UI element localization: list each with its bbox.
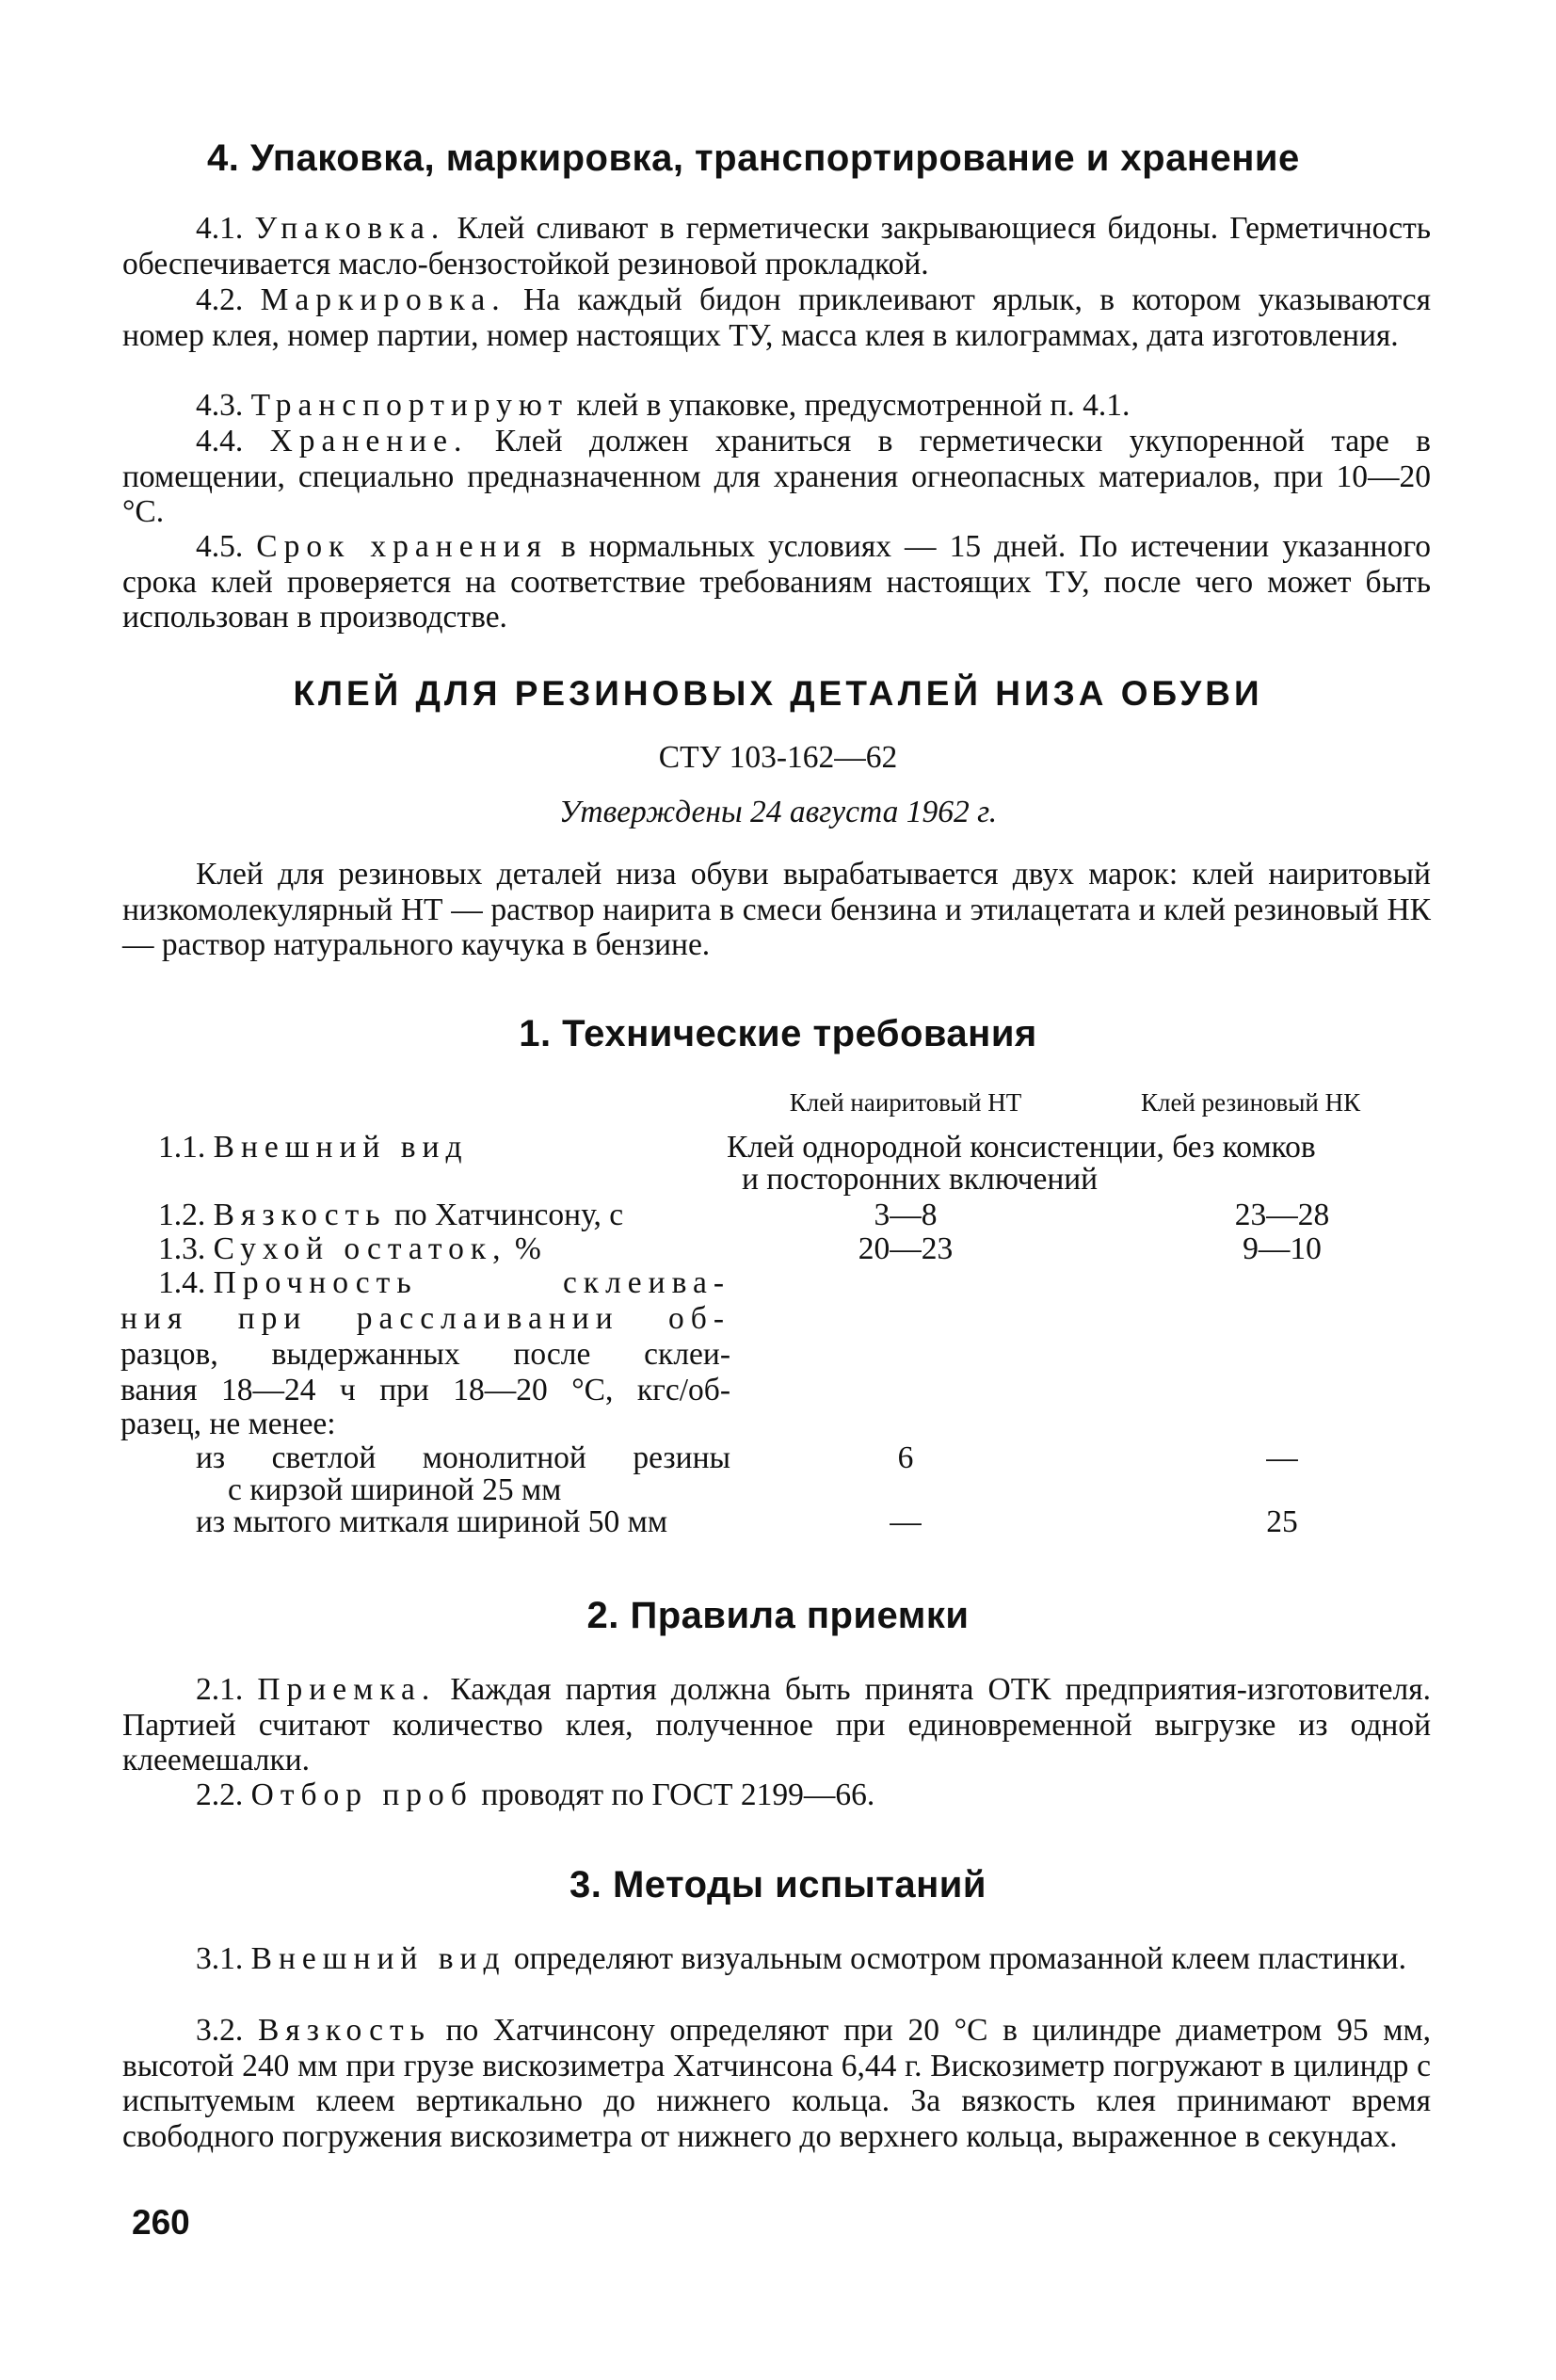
column-header-nk: Клей резиновый НК: [1141, 1088, 1361, 1117]
paragraph-number: 4.1.: [196, 211, 244, 246]
row-1-4-sub2: из мытого миткаля шириной 50 мм: [196, 1504, 668, 1539]
paragraph-text: На каждый бидон приклеивают ярлык, в котором указываются номер клея, номер партии, номер настоящих ТУ, масса клея в килограммах, дата изготовления.: [122, 282, 1432, 353]
section-2-heading: 2. Правила приемки: [586, 1595, 970, 1636]
row-1-4-sub1-line1: из светлой монолитной резины: [196, 1440, 730, 1475]
approval-date: Утверждены 24 августа 1962 г.: [558, 795, 998, 829]
row-term-word: об-: [668, 1301, 730, 1336]
paragraph-text: проводят по ГОСТ 2199—66.: [481, 1777, 875, 1812]
row-number: 1.2.: [158, 1198, 206, 1232]
paragraph-number: 2.1.: [196, 1672, 244, 1707]
paragraph-number: 3.1.: [196, 1941, 244, 1976]
row-1-4-sub1-line2: с кирзой шириной 25 мм: [228, 1472, 562, 1507]
row-1-4-sub1-nk: —: [1266, 1440, 1298, 1475]
row-term: Вязкость: [213, 1198, 387, 1232]
paragraph-4-5: [122, 529, 1431, 635]
column-header-nt: Клей наиритовый НТ: [789, 1088, 1022, 1117]
paragraph-2-2: [122, 1777, 1431, 1813]
paragraph-term: Маркировка.: [260, 282, 506, 317]
paragraph-term: Срок хранения: [256, 529, 548, 564]
row-1-4-line5: разец, не менее:: [120, 1407, 336, 1441]
paragraph-term: Внешний вид: [250, 1941, 506, 1976]
paragraph-text: Клей сливают в герметически закрывающиеся бидоны. Герметичность обеспечивается масло-бензостойкой резиновой прокладкой.: [122, 211, 1432, 281]
paragraph-term: Транспортируют: [250, 388, 569, 423]
row-1-4-sub2-nt: —: [890, 1504, 922, 1539]
section-1-heading: 1. Технические требования: [519, 1013, 1037, 1054]
row-suffix: по Хатчинсону, с: [393, 1198, 624, 1232]
row-1-3-nt: 20—23: [858, 1231, 954, 1266]
row-1-3-label: [158, 1231, 541, 1267]
row-1-4-sub1-nt: 6: [897, 1440, 914, 1475]
row-1-4-line1: [158, 1265, 730, 1301]
row-term-word: ния: [120, 1301, 189, 1336]
section-3-heading: 3. Методы испытаний: [569, 1864, 987, 1906]
row-term-word: при: [237, 1301, 308, 1336]
row-1-4-line3: разцов, выдержанных после склеи-: [120, 1337, 730, 1372]
paragraph-text: Клей должен храниться в герметически укупоренной таре в помещении, специально предназначенном для хранения огнеопасных материалов, при 10—20 °С.: [122, 424, 1432, 529]
paragraph-number: 4.2.: [196, 282, 244, 317]
paragraph-4-1: [122, 211, 1431, 281]
paragraph-number: 4.3.: [196, 388, 244, 423]
row-term: Внешний вид: [213, 1130, 469, 1165]
row-1-2-label: [158, 1198, 623, 1233]
row-number: 1.4.: [158, 1265, 206, 1300]
paragraph-number: 3.2.: [196, 2013, 244, 2048]
paragraph-term: Хранение.: [269, 424, 469, 458]
paragraph-text: по Хатчинсону определяют при 20 °С в цилиндре диаметром 95 мм, высотой 240 мм при грузе вискозиметра Хатчинсона 6,44 г. Вискозиметр погружают в цилиндр с испытуемым клеем вертикально до нижнего кольца. За вязкость клея принимают время свободного погружения вискозиметра от нижнего до верхнего кольца, выраженное в секундах.: [122, 2013, 1432, 2154]
row-1-2-nt: 3—8: [874, 1198, 938, 1232]
row-term-cont: склеива-: [562, 1265, 730, 1300]
row-number: 1.1.: [158, 1130, 206, 1165]
paragraph-4-4: [122, 424, 1431, 530]
row-1-1-value-line2: и посторонних включений: [742, 1162, 1099, 1197]
row-term: Сухой остаток,: [213, 1231, 507, 1266]
paragraph-text: клей в упаковке, предусмотренной п. 4.1.: [576, 388, 1131, 423]
paragraph-number: 2.2.: [196, 1777, 244, 1812]
paragraph-term: Отбор проб: [250, 1777, 473, 1812]
paragraph-3-2: [122, 2013, 1431, 2154]
paragraph-4-3: [122, 388, 1431, 424]
row-1-3-nk: 9—10: [1243, 1231, 1322, 1266]
row-1-4-line4: вания 18—24 ч при 18—20 °С, кгс/об-: [120, 1373, 730, 1407]
document-title: КЛЕЙ ДЛЯ РЕЗИНОВЫХ ДЕТАЛЕЙ НИЗА ОБУВИ: [293, 674, 1263, 713]
paragraph-term: Приемка.: [257, 1672, 437, 1707]
section-4-heading: 4. Упаковка, маркировка, транспортирование и хранение: [207, 137, 1300, 179]
row-1-1-label: [158, 1130, 469, 1166]
row-1-2-nk: 23—28: [1234, 1198, 1330, 1232]
paragraph-term: Вязкость: [257, 2013, 431, 2048]
row-term: Прочность: [213, 1265, 418, 1300]
paragraph-text: определяют визуальным осмотром промазанной клеем пластинки.: [513, 1941, 1406, 1976]
row-1-4-line2: [120, 1301, 730, 1337]
row-1-1-value-line1: Клей однородной консистенции, без комков: [727, 1130, 1316, 1165]
row-term-word: расслаивании: [356, 1301, 619, 1336]
paragraph-number: 4.4.: [196, 424, 244, 458]
paragraph-text: Каждая партия должна быть принята ОТК предприятия-изготовителя. Партией считают количество клея, полученное при единовременной выгрузке из одной клеемешалки.: [122, 1672, 1431, 1777]
row-1-4-sub2-nk: 25: [1266, 1504, 1298, 1539]
paragraph-number: 4.5.: [196, 529, 244, 564]
row-suffix: %: [514, 1231, 541, 1266]
row-number: 1.3.: [158, 1231, 206, 1266]
paragraph-2-1: [122, 1672, 1431, 1778]
paragraph-term: Упаковка.: [254, 211, 446, 246]
paragraph-4-2: [122, 282, 1431, 353]
intro-paragraph: Клей для резиновых деталей низа обуви вырабатывается двух марок: клей наиритовый низкомолекулярный НТ — раствор наирита в смеси бензина и этилацетата и клей резиновый НК — раствор натурального каучука в бензине.: [122, 857, 1431, 962]
paragraph-text: в нормальных условиях — 15 дней. По истечении указанного срока клей проверяется на соответствие требованиям настоящих ТУ, после чего может быть использован в производстве.: [122, 529, 1431, 635]
paragraph-3-1: [122, 1941, 1431, 1977]
page-number: 260: [132, 2203, 190, 2242]
document-code: СТУ 103-162—62: [658, 740, 898, 775]
